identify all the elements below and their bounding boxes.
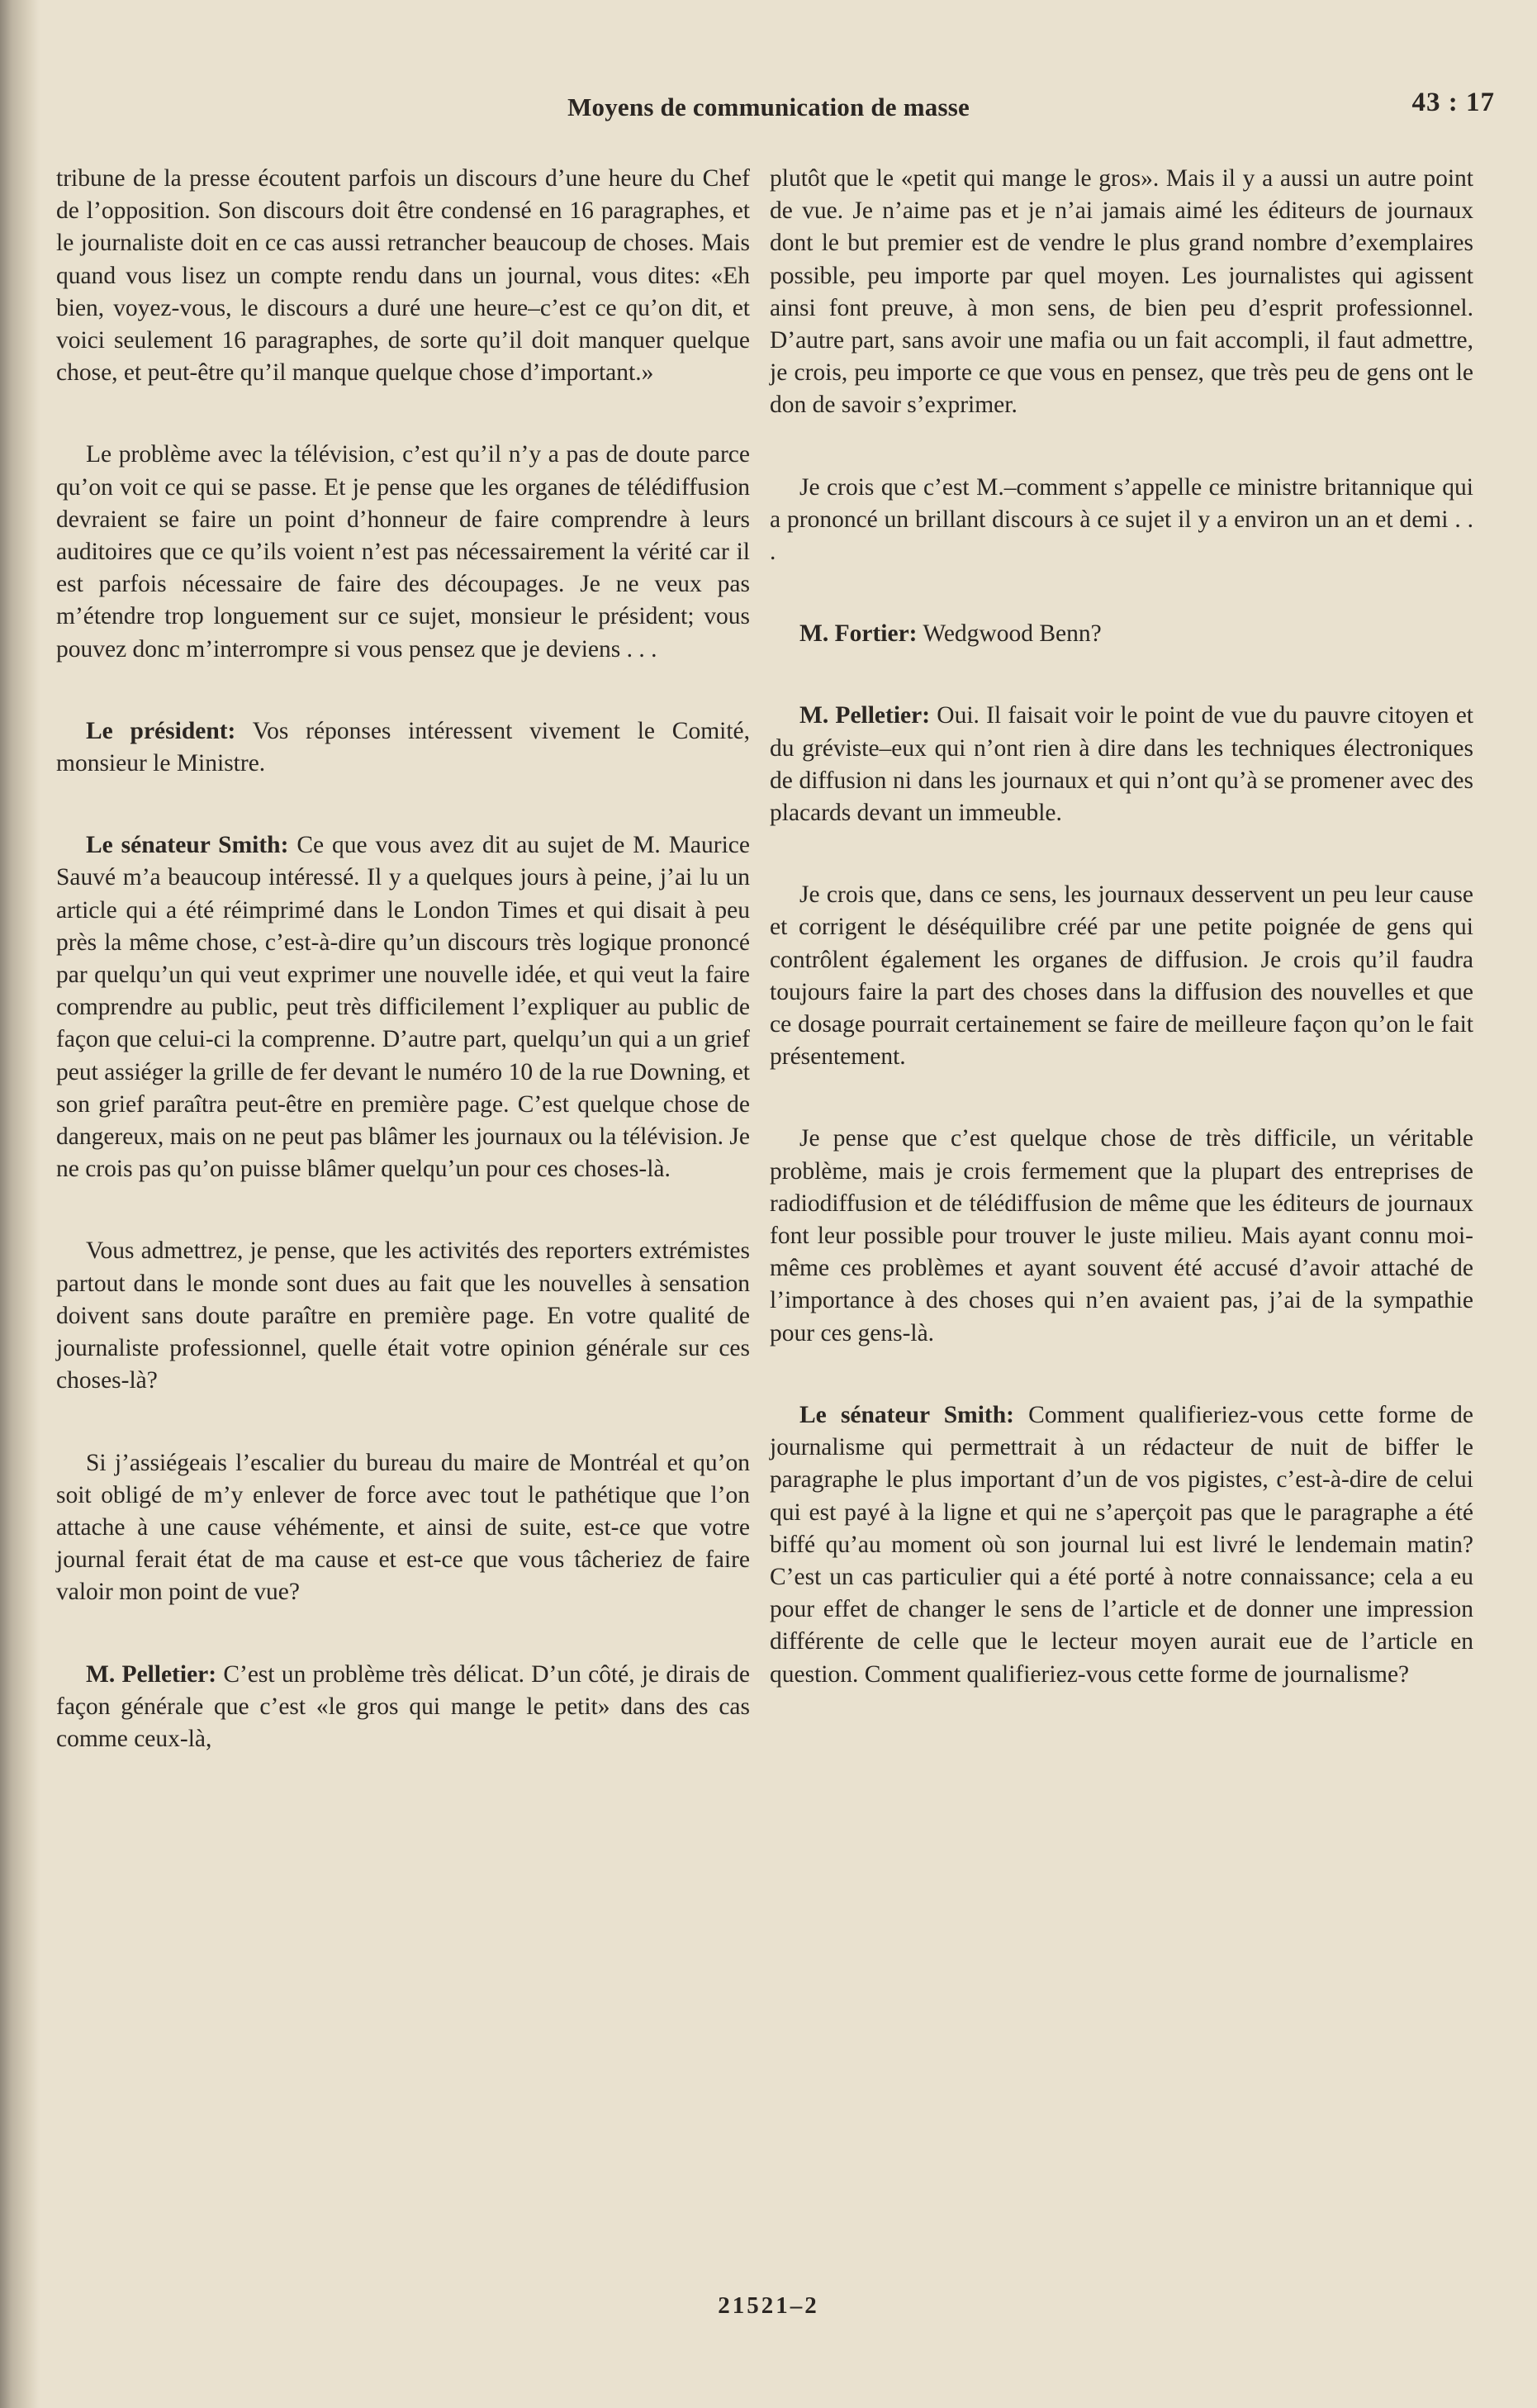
paragraph: plutôt que le «petit qui mange le gros». Mais il y a aussi un autre point de vue. Je n’aime pas et je n’ai jamais aimé les éditeurs de journaux dont le but premier est de vendre le plus grand nombre d’exemplaires possible, peu importe par quel moyen. Les journalistes qui agissent ainsi font preuve, à mon sens, de bien peu d’esprit professionnel. D’autre part, sans avoir une mafia ou un fait accompli, il faut admettre, je crois, peu importe ce que vous en pensez, que très peu de gens ont le don de savoir s’exprimer. bbox=[770, 165, 1473, 419]
paragraph: Je pense que c’est quelque chose de très difficile, un véritable problème, mais je crois fermement que la plupart des entreprises de radiodiffusion et de télédiffusion de même que les éditeurs de journaux font leur possible pour trouver le juste milieu. Mais ayant connu moi-même ces problèmes et ayant souvent été accusé d’avoir attaché de l’importance à des choses qui n’en avaient pas, j’ai de la sympathie pour ces gens-là. bbox=[770, 1125, 1473, 1346]
speaker-name: M. Fortier: bbox=[799, 620, 918, 648]
paragraph: Vous admettrez, je pense, que les activités des reporters extrémistes partout dans le monde sont dues au fait que les nouvelles à sensation doivent sans doute paraître en première page. En votre qualité de journaliste professionnel, quelle était votre opinion générale sur ces choses-là? bbox=[56, 1237, 750, 1394]
paragraph: M. Fortier: Wedgwood Benn? bbox=[799, 620, 1102, 648]
speaker-name: Le sénateur Smith: bbox=[86, 832, 289, 859]
speaker-name: M. Pelletier: bbox=[86, 1660, 217, 1688]
speaker-name: Le sénateur Smith: bbox=[799, 1401, 1014, 1428]
paragraph: Le sénateur Smith: Comment qualifieriez-vous cette forme de journalisme qui permettrait à un rédacteur de nuit de biffer le paragraphe le plus important d’un de vos pigistes, c’est-à-dire de celui qui est payé à la ligne et qui ne s’aperçoit pas que le paragraphe a été biffé qu’au moment où son journal lui est livré le lendemain matin? C’est un cas particulier qui a été porté à notre connaissance; cela a eu pour effet de changer le sens de l’article et de donner une impression différente de celle que le lecteur moyen aurait eue de l’article en question. Comment qualifieriez-vous cette forme de journalisme? bbox=[770, 1401, 1473, 1688]
running-header-title: Moyens de communication de masse bbox=[567, 93, 970, 121]
paragraph: M. Pelletier: Oui. Il faisait voir le point de vue du pauvre citoyen et du gréviste–eux qui n’ont rien à dire dans les techniques électroniques de diffusion ni dans les journaux et qui n’ont qu’à se promener avec des placards devant un immeuble. bbox=[770, 702, 1473, 827]
speaker-name: Le président: bbox=[86, 717, 236, 744]
right-column bbox=[770, 163, 1473, 1741]
page-binding-shadow bbox=[0, 0, 40, 2408]
paragraph: Je crois que, dans ce sens, les journaux desservent un peu leur cause et corrigent le déséquilibre créé par une petite poignée de gens qui contrôlent également les organes de diffusion. Je crois qu’il faudra toujours faire la part des choses dans la diffusion des nouvelles et que ce dosage pourrait certainement se faire de meilleure façon qu’on le fait présentement. bbox=[770, 881, 1473, 1071]
page-number: 43 : 17 bbox=[1411, 88, 1495, 117]
left-column bbox=[56, 163, 750, 1805]
paragraph: Je crois que c’est M.–comment s’appelle ce ministre britannique qui a prononcé un brillant discours à ce sujet il y a environ un an et demi . . . bbox=[770, 473, 1473, 566]
paragraph: M. Pelletier: C’est un problème très délicat. D’un côté, je dirais de façon générale que c’est «le gros qui mange le petit» dans des cas comme ceux-là, bbox=[56, 1660, 750, 1752]
paragraph: Le président: Vos réponses intéressent vivement le Comité, monsieur le Ministre. bbox=[56, 717, 751, 777]
paragraph: Le sénateur Smith: Ce que vous avez dit au sujet de M. Maurice Sauvé m’a beaucoup intéressé. Il y a quelques jours à peine, j’ai lu un article qui a été réimprimé dans le London Times et qui disait à peu près la même chose, c’est-à-dire qu’un discours très logique prononcé par quelqu’un qui veut exprimer une nouvelle idée, et qui veut la faire comprendre au public, peut très difficilement l’expliquer au public de façon que celui-ci la comprenne. D’autre part, quelqu’un qui a un grief peut assiéger la grille de fer devant le numéro 10 de la rue Downing, et son grief paraîtra peut-être en première page. C’est quelque chose de dangereux, mais on ne peut pas blâmer les journaux ou la télévision. Je ne crois pas qu’on puisse blâmer quelqu’un pour ces choses-là. bbox=[56, 832, 750, 1183]
paragraph: tribune de la presse écoutent parfois un discours d’une heure du Chef de l’opposition. Son discours doit être condensé en 16 paragraphes, et le journaliste doit en ce cas aussi retrancher beaucoup de choses. Mais quand vous lisez un compte rendu dans un journal, vous dites: «Eh bien, voyez-vous, le discours a duré une heure–c’est ce qu’on dit, et voici seulement 16 paragraphes, de sorte qu’il doit manquer quelque chose, et peut-être qu’il manque quelque chose d’important.» bbox=[56, 165, 750, 387]
page-footer-code: 21521–2 bbox=[718, 2292, 819, 2319]
paragraph: Si j’assiégeais l’escalier du bureau du maire de Montréal et qu’on soit obligé de m’y enlever de force avec tout le pathétique que l’on attache à une cause véhémente, et ainsi de suite, est-ce que votre journal ferait état de ma cause et est-ce que vous tâcheriez de faire valoir mon point de vue? bbox=[56, 1449, 750, 1606]
paragraph: Le problème avec la télévision, c’est qu’il n’y a pas de doute parce qu’on voit ce qui se passe. Et je pense que les organes de télédiffusion devraient se faire un point d’honneur de faire comprendre à leurs auditoires que ce qu’ils voient n’est pas nécessairement la vérité car il est parfois nécessaire de faire des découpages. Je ne veux pas m’étendre trop longuement sur ce sujet, monsieur le président; vous pouvez donc m’interrompre si vous pensez que je deviens . . . bbox=[56, 441, 750, 663]
speaker-name: M. Pelletier: bbox=[799, 702, 931, 729]
